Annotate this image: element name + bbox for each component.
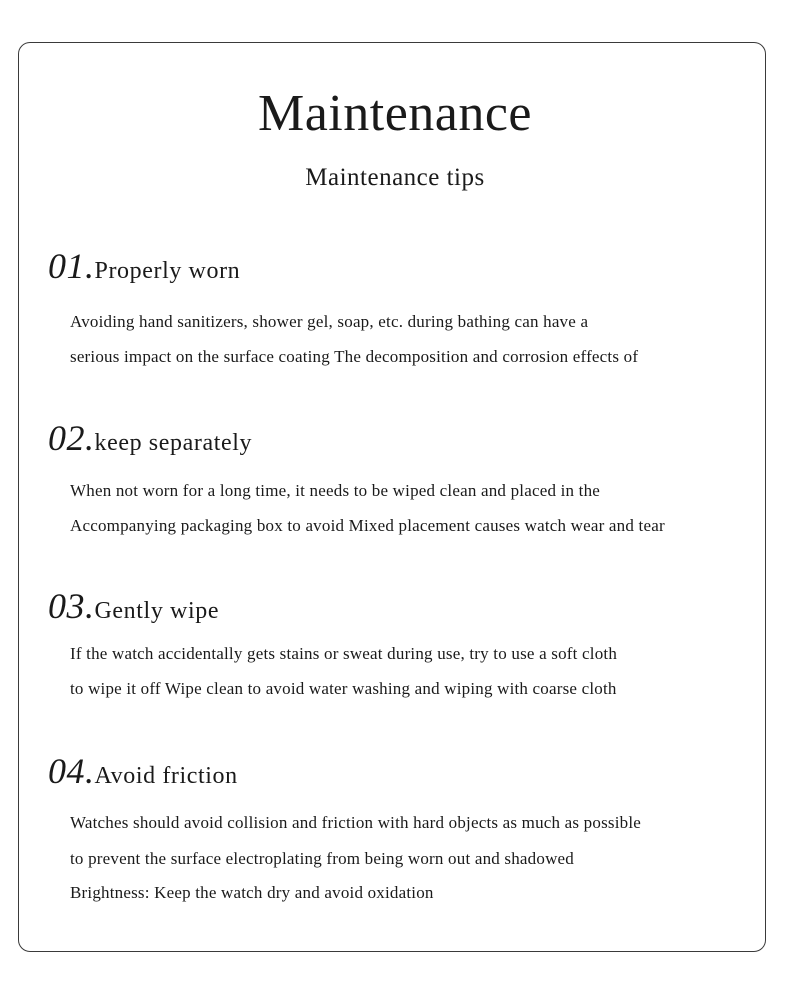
section-heading [48, 418, 252, 463]
section-number: 04. [48, 751, 95, 791]
section-number: 01. [48, 246, 95, 286]
section-text-line: When not worn for a long time, it needs to be wiped clean and placed in the [70, 481, 601, 500]
section-text-line: Watches should avoid collision and friction with hard objects as much as possible [70, 813, 641, 832]
section-text-line: to wipe it off Wipe clean to avoid water washing and wiping with coarse cloth [70, 679, 617, 698]
section-text-line: serious impact on the surface coating The decomposition and corrosion effects of [70, 347, 639, 366]
section-heading [48, 751, 238, 796]
section-heading [48, 586, 219, 631]
section-text-line: Accompanying packaging box to avoid Mixed placement causes watch wear and tear [70, 516, 665, 535]
section-text-line: Brightness: Keep the watch dry and avoid oxidation [70, 883, 434, 902]
section-text-line: Avoiding hand sanitizers, shower gel, soap, etc. during bathing can have a [70, 312, 589, 331]
section-text-line: to prevent the surface electroplating from being worn out and shadowed [70, 849, 575, 868]
section-number: 03. [48, 586, 95, 626]
section-heading [48, 246, 240, 291]
page-title: Maintenance [257, 85, 533, 142]
section-number: 02. [48, 418, 95, 458]
section-text-line: If the watch accidentally gets stains or sweat during use, try to use a soft cloth [70, 644, 618, 663]
section-title: Properly worn [94, 258, 241, 284]
section-title: Avoid friction [94, 763, 238, 789]
section-title: keep separately [94, 430, 253, 456]
page-subtitle: Maintenance tips [305, 164, 485, 191]
section-title: Gently wipe [94, 598, 220, 624]
